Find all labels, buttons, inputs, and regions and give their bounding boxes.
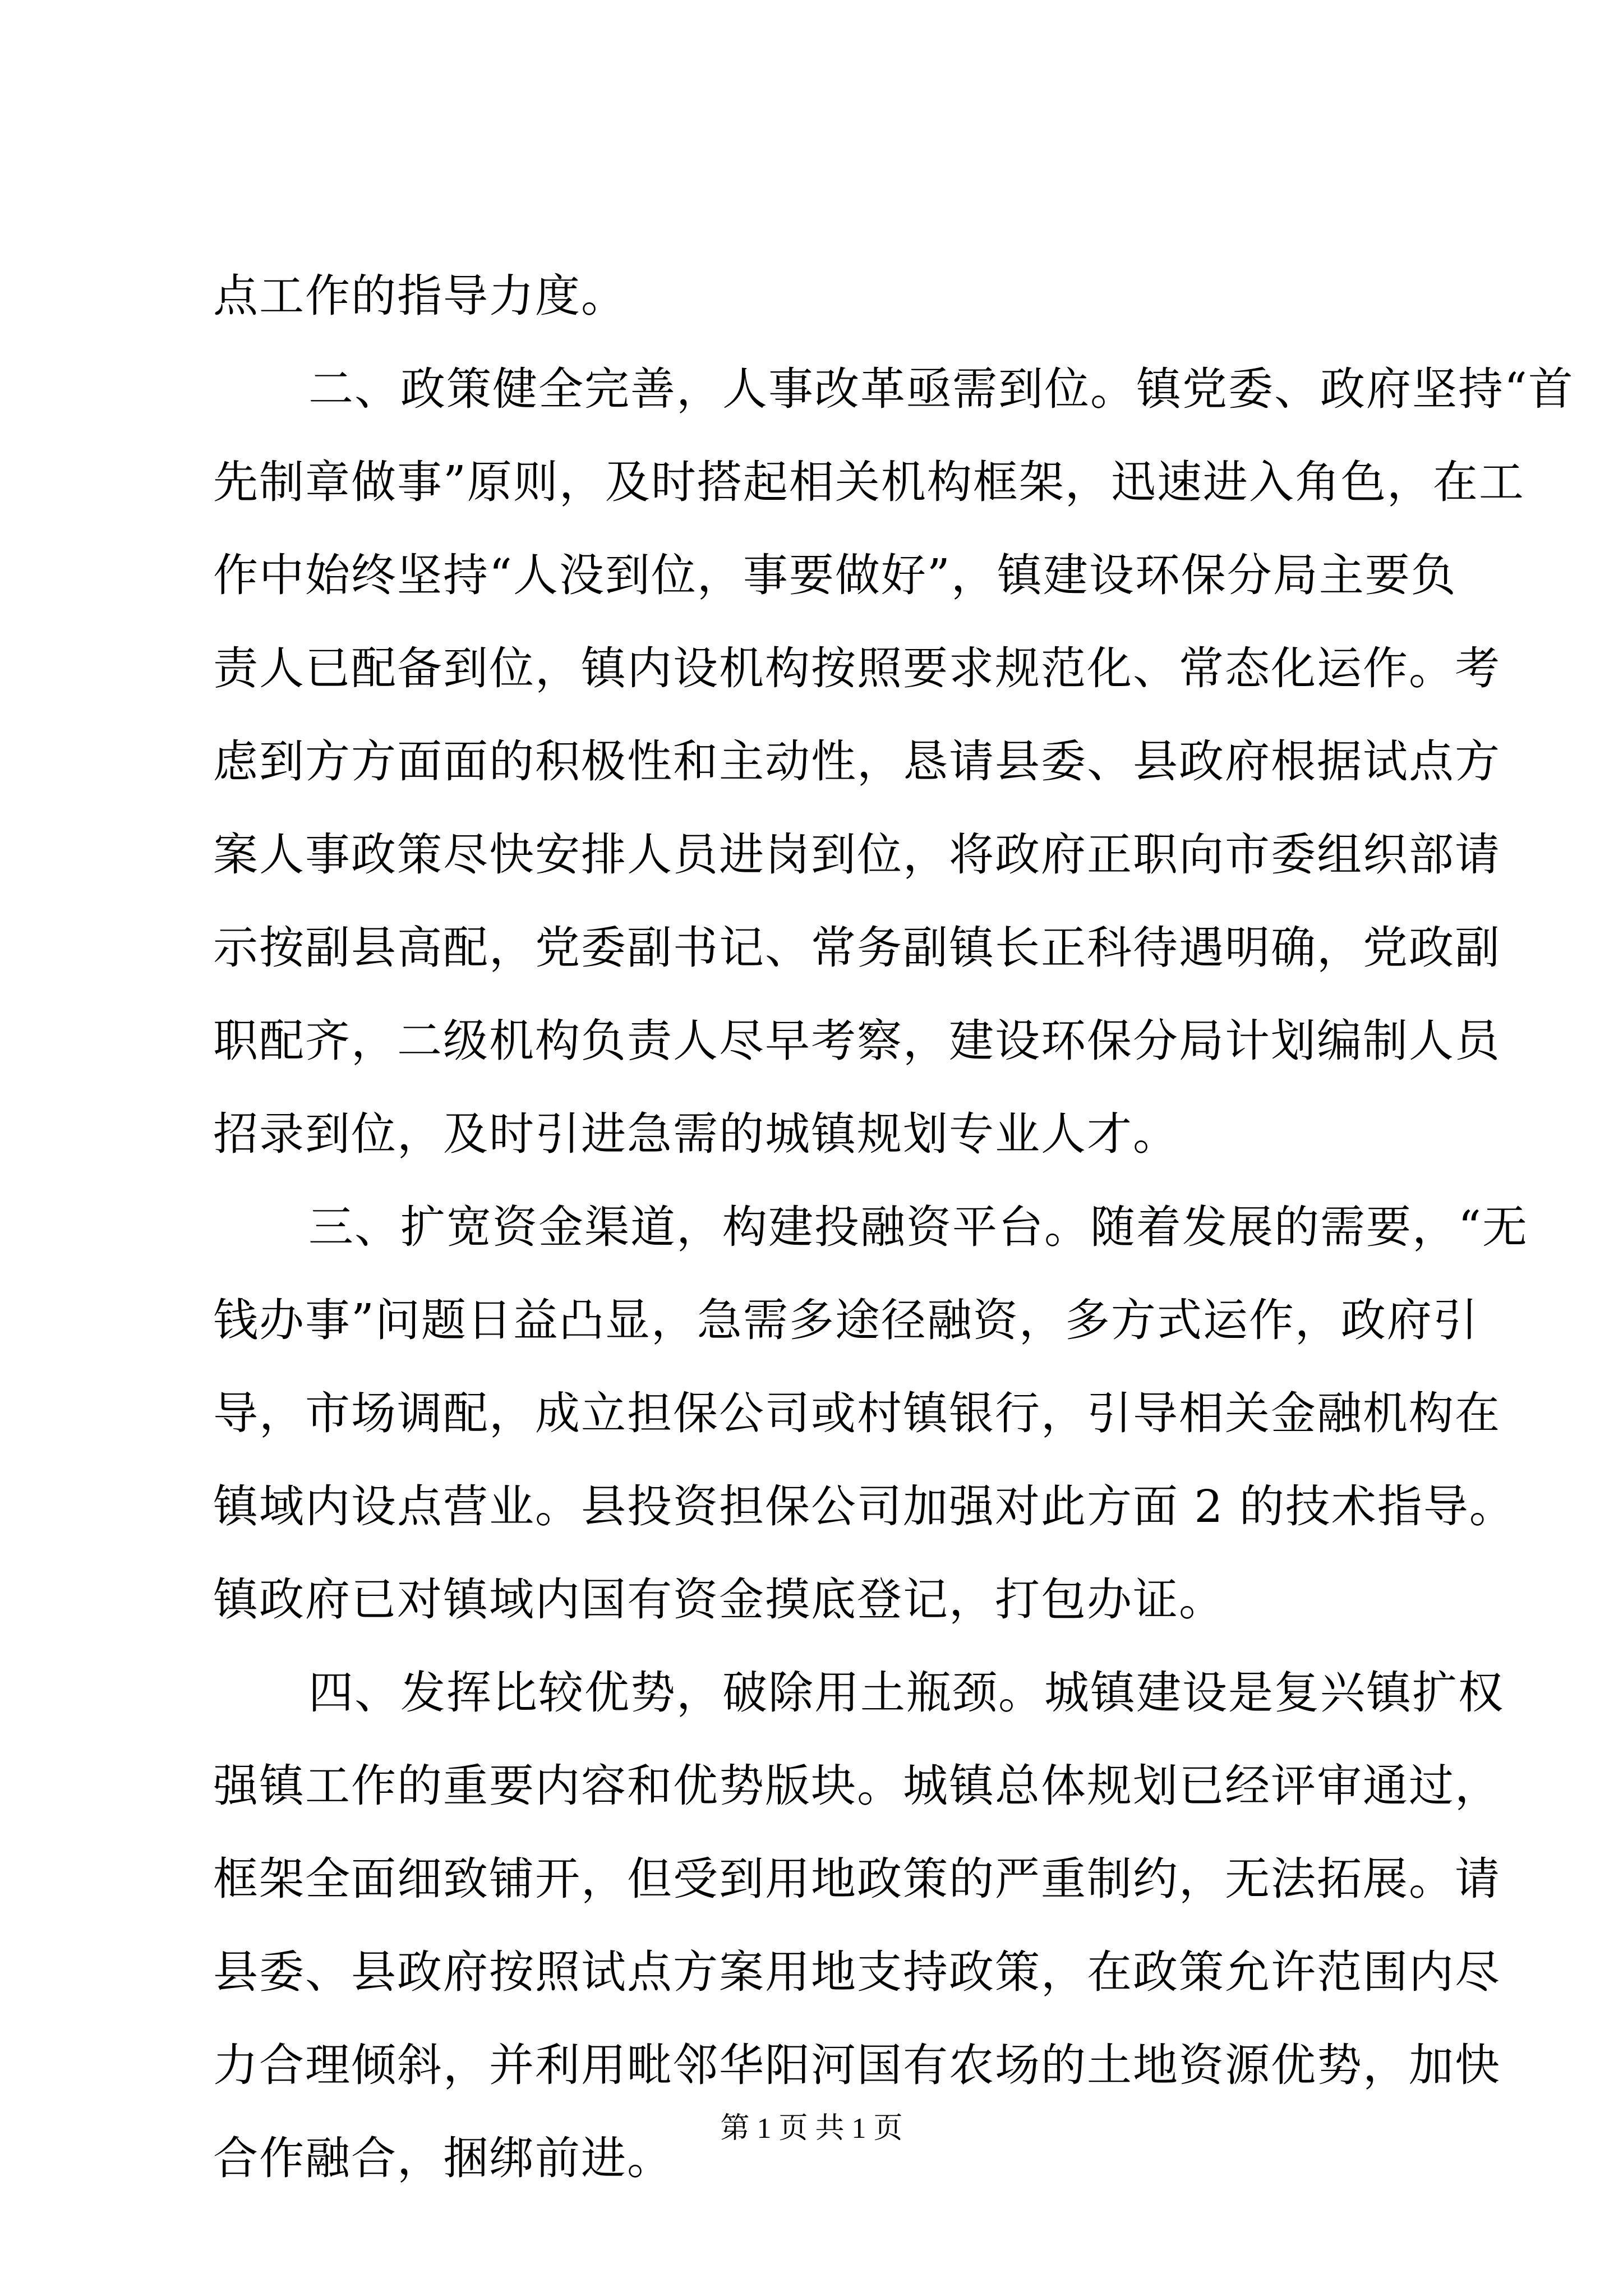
text-line: 县委、县政府按照试点方案用地支持政策，在政策允许范围内尽 — [213, 1946, 1501, 1998]
text-line: 责人已配备到位，镇内设机构按照要求规范化、常态化运作。考 — [213, 642, 1501, 694]
text-line: 钱办事”问题日益凸显，急需多途径融资，多方式运作，政府引 — [213, 1294, 1479, 1346]
section-three-heading-line: 三、扩宽资金渠道，构建投融资平台。随着发展的需要，“无 — [308, 1201, 1528, 1253]
text-line: 招录到位，及时引进急需的城镇规划专业人才。 — [213, 1108, 1179, 1160]
text-line: 案人事政策尽快安排人员进岗到位，将政府正职向市委组织部请 — [213, 829, 1501, 881]
page-number-footer: 第 1 页 共 1 页 — [720, 2113, 903, 2145]
text-line: 虑到方方面面的积极性和主动性，恳请县委、县政府根据试点方 — [213, 735, 1501, 788]
text-line: 力合理倾斜，并利用毗邻华阳河国有农场的土地资源优势，加快 — [213, 2039, 1501, 2091]
text-line: 作中始终坚持“人没到位，事要做好”，镇建设环保分局主要负 — [213, 549, 1457, 601]
document-body — [213, 250, 1574, 2205]
text-line: 导，市场调配，成立担保公司或村镇银行，引导相关金融机构在 — [213, 1387, 1501, 1439]
section-two-heading-line: 二、政策健全完善，人事改革亟需到位。镇党委、政府坚持“首 — [308, 363, 1574, 415]
text-line: 镇域内设点营业。县投资担保公司加强对此方面 2 的技术指导。 — [213, 1480, 1515, 1533]
text-line: 框架全面细致铺开，但受到用地政策的严重制约，无法拓展。请 — [213, 1853, 1501, 1905]
text-line: 先制章做事”原则，及时搭起相关机构框架，迅速进入角色，在工 — [213, 456, 1525, 508]
text-line: 强镇工作的重要内容和优势版块。城镇总体规划已经评审通过， — [213, 1760, 1501, 1812]
text-line: 示按副县高配，党委副书记、常务副镇长正科待遇明确，党政副 — [213, 922, 1501, 974]
text-line: 镇政府已对镇域内国有资金摸底登记，打包办证。 — [213, 1573, 1225, 1626]
text-line: 点工作的指导力度。 — [213, 270, 627, 322]
text-line: 职配齐，二级机构负责人尽早考察，建设环保分局计划编制人员 — [213, 1015, 1501, 1067]
text-line: 合作融合，捆绑前进。 — [213, 2132, 673, 2184]
section-four-heading-line: 四、发挥比较优势，破除用土瓶颈。城镇建设是复兴镇扩权 — [308, 1667, 1504, 1719]
